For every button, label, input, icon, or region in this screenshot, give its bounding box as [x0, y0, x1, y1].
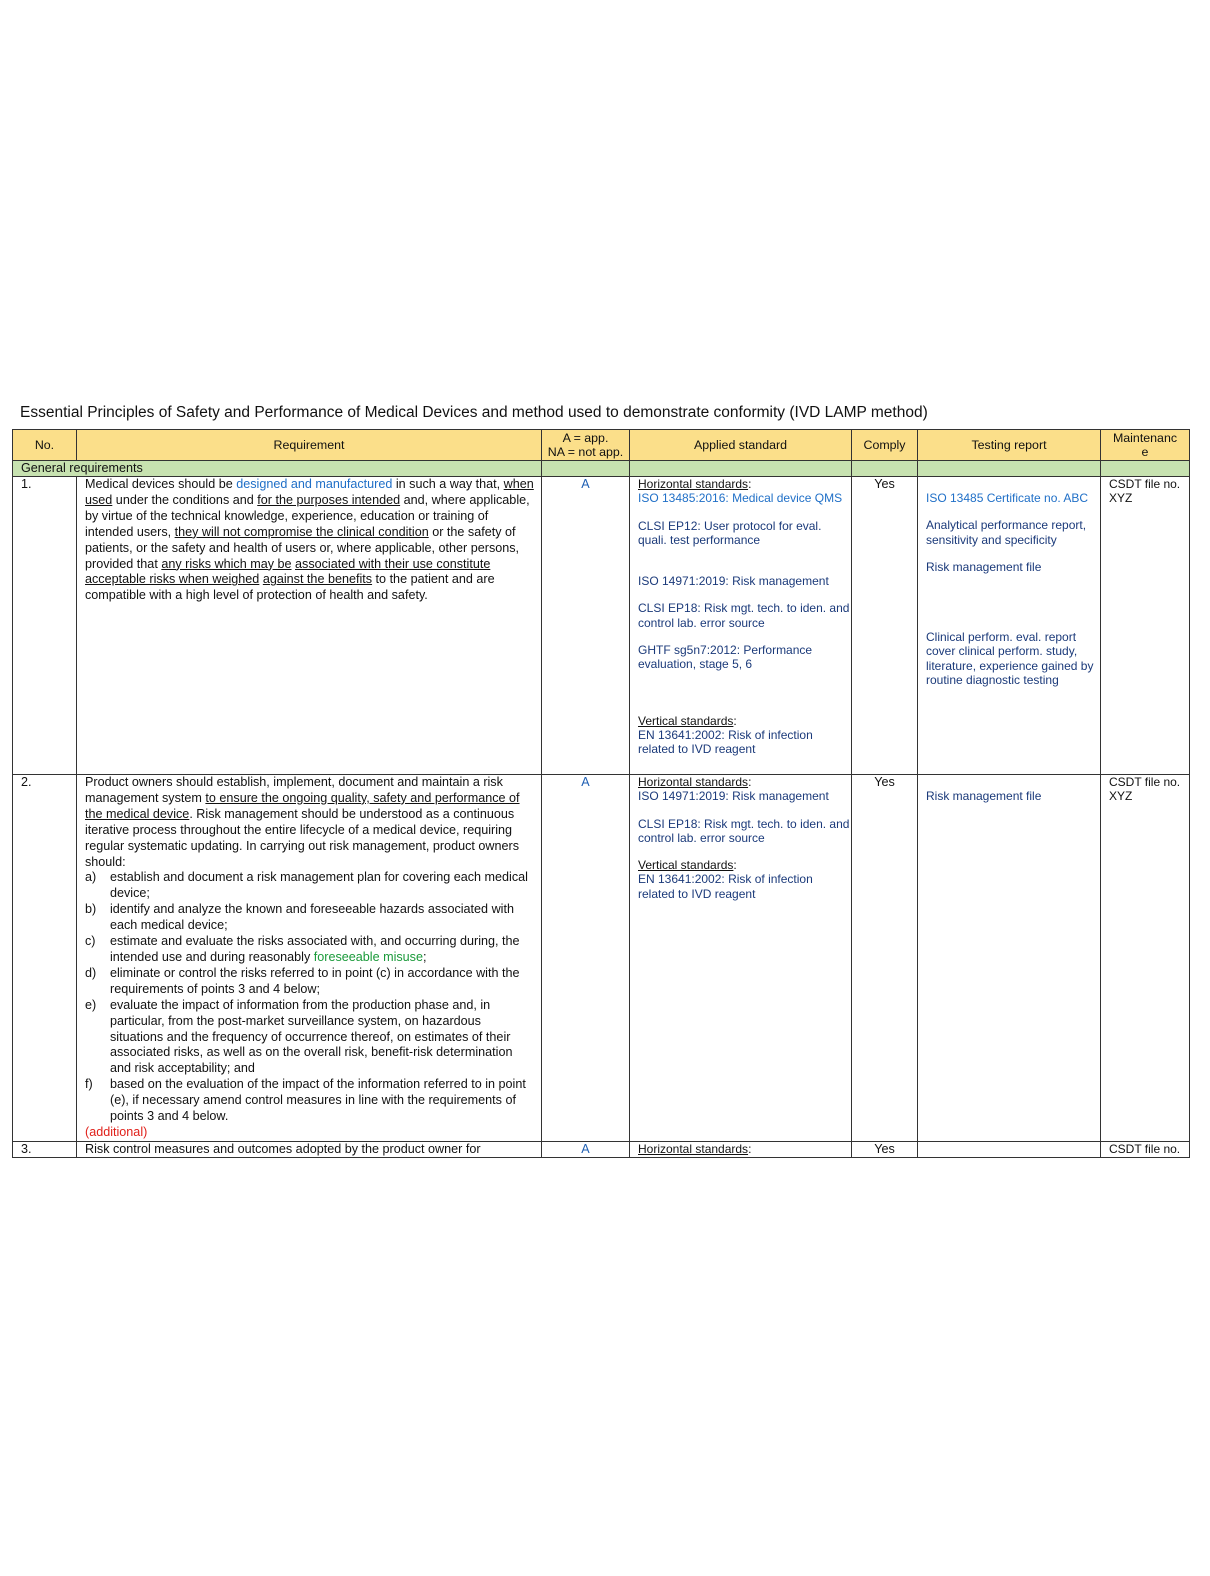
row-number: 2.: [13, 775, 77, 1142]
standard-item: CLSI EP18: Risk mgt. tech. to iden. and control lab. error source: [638, 816, 850, 845]
standard-item: ISO 13485:2016: Medical device QMS: [638, 491, 843, 506]
section-label: General requirements: [13, 461, 542, 477]
header-applicability-line2: NA = not app.: [547, 445, 624, 459]
list-item: [85, 1077, 535, 1125]
req-text: Risk control measures and outcomes adopted by the product owner for: [85, 1141, 481, 1156]
list-item-text: ;: [422, 949, 427, 964]
maintenance-line: XYZ: [1109, 491, 1133, 506]
vertical-standards-label: Vertical standards: [638, 858, 734, 873]
horizontal-standards-label: Horizontal standards: [638, 1141, 749, 1156]
req-text: in such a way that,: [392, 477, 504, 491]
table-row: [13, 477, 1190, 775]
table-row: [13, 775, 1190, 1142]
applicability-value: [542, 1141, 630, 1157]
header-comply: Comply: [852, 430, 918, 461]
row-number: 1.: [13, 477, 77, 775]
applicability-value: A: [542, 477, 630, 775]
list-item-label: c): [85, 934, 96, 949]
list-item-text: identify and analyze the known and foreseeable hazards associated with each medical device;: [110, 902, 514, 933]
list-item: [85, 934, 535, 966]
list-item-text: evaluate the impact of information from the production phase and, in particular, from the post-market surveillance system, on hazardous situations and the frequency of occurrence thereof, on estimates of their associated risks, as well as on the overall risk, benefit-risk determination and risk acceptability; and: [110, 997, 513, 1076]
standard-item: ISO 14971:2019: Risk management: [638, 789, 829, 804]
req-underlined: any risks which may be: [161, 556, 292, 571]
risk-management-list: [85, 870, 535, 1125]
list-item-label: f): [85, 1077, 93, 1092]
conformity-table-wrapper: [12, 429, 1189, 1158]
applied-standards: Horizontal standards: ISO 14971:2019: Risk management CLSI EP18: Risk mgt. tech. to iden. and control lab. error source Vertical standards: EN 13641:2002: Risk of infection related to IVD reagent: [630, 775, 852, 1142]
section-cell: [542, 461, 630, 477]
report-item: Clinical perform. eval. report cover clinical perform. study, literature, experience gained by routine diagnostic testing: [926, 630, 1094, 688]
header-maintenance-line1: Maintenanc: [1112, 431, 1178, 445]
requirement-text: [77, 477, 542, 775]
header-no: No.: [13, 430, 77, 461]
standard-item: CLSI EP18: Risk mgt. tech. to iden. and control lab. error source: [638, 601, 850, 630]
header-applied-standard: Applied standard: [630, 430, 852, 461]
req-underlined: to ensure the ongoing quality, safety and performance of the medical device: [85, 790, 520, 821]
req-underlined: against the benefits: [262, 572, 373, 587]
comply-text: Yes: [874, 1141, 895, 1156]
testing-reports: [918, 775, 1101, 1142]
list-item-label: d): [85, 965, 97, 980]
header-testing-report: Testing report: [918, 430, 1101, 461]
testing-reports: [918, 477, 1101, 775]
report-item: Risk management file: [926, 559, 1042, 574]
list-item-label: b): [85, 902, 97, 917]
list-item-label: e): [85, 997, 97, 1012]
section-cell: [1101, 461, 1190, 477]
standard-item: CLSI EP12: User protocol for eval. quali. test performance: [638, 518, 822, 547]
req-underlined: when used: [85, 477, 534, 507]
header-applicability: [542, 430, 630, 461]
req-text: and, where applicable, by virtue of the technical knowledge, experience, education or training of intended users,: [85, 492, 530, 539]
horizontal-standards-label: Horizontal standards: [638, 775, 749, 789]
header-maintenance: [1101, 430, 1190, 461]
maintenance-line: CSDT file no.: [1109, 1141, 1181, 1156]
testing-reports: [918, 1141, 1101, 1157]
list-item-label: a): [85, 870, 97, 885]
maintenance-line: CSDT file no.: [1109, 477, 1181, 491]
list-item-highlight: foreseeable misuse: [313, 949, 423, 964]
list-item-text: establish and document a risk management plan for covering each medical device;: [110, 870, 528, 901]
document-title: Essential Principles of Safety and Performance of Medical Devices and method used to demonstrate conformity (IVD LAMP method): [20, 404, 928, 421]
maintenance-value: [1101, 775, 1190, 1142]
comply-value: [852, 1141, 918, 1157]
section-cell: [852, 461, 918, 477]
list-item: [85, 870, 535, 902]
additional-note: (additional): [85, 1124, 148, 1139]
comply-value: Yes: [852, 775, 918, 1142]
list-item-text: estimate and evaluate the risks associated with, and occurring during, the intended use and during reasonably: [110, 934, 520, 964]
list-item-text: based on the evaluation of the impact of the information referred to in point (e), if necessary amend control measures in line with the requirements of points 3 and 4 below.: [110, 1077, 526, 1124]
req-text: . Risk management should be understood as a continuous iterative process throughout the entire lifecycle of a medical device, requiring regular systematic updating. In carrying out risk management, product owners should:: [85, 806, 519, 869]
requirement-text: [77, 775, 542, 1142]
section-row: [13, 461, 1190, 477]
req-underlined: they will not compromise the clinical condition: [174, 524, 429, 539]
req-text: to the patient and are compatible with a high level of protection of health and safety.: [85, 572, 495, 603]
header-requirement: Requirement: [77, 430, 542, 461]
report-item: Risk management file: [926, 789, 1042, 803]
section-cell: [630, 461, 852, 477]
applied-standards: Horizontal standards: ISO 13485:2016: Medical device QMS CLSI EP12: User protocol for eval. quali. test performance ISO 14971:2019: Risk management CLSI EP18: Risk mgt. tech. to iden. and control lab. error source GHTF sg5n7:2012: Performance evaluation, stage 5, 6 Vertical standards: EN 13641:2002: Risk of infection related to IVD reagent: [630, 477, 852, 775]
report-item: Analytical performance report, sensitivity and specificity: [926, 518, 1087, 547]
list-item: [85, 966, 535, 998]
header-applicability-line1: A = app.: [562, 431, 609, 445]
list-item: [85, 998, 535, 1078]
row-number-text: 3.: [21, 1141, 32, 1156]
applied-standards: Horizontal standards:: [630, 1141, 852, 1157]
req-text: under the conditions and: [112, 492, 258, 507]
req-text: or the safety of patients, or the safety and health of users or, where applicable, other persons, provided that: [85, 524, 520, 571]
standard-item: EN 13641:2002: Risk of infection related to IVD reagent: [638, 727, 813, 757]
list-item-text: eliminate or control the risks referred to in point (c) in accordance with the requirements of points 3 and 4 below;: [110, 965, 520, 996]
standard-item: EN 13641:2002: Risk of infection related to IVD reagent: [638, 872, 813, 901]
applicability-text: A: [581, 1141, 590, 1156]
report-item: ISO 13485 Certificate no. ABC: [926, 491, 1089, 505]
horizontal-standards-label: Horizontal standards: [638, 477, 749, 491]
section-cell: [918, 461, 1101, 477]
applicability-value: A: [542, 775, 630, 1142]
maintenance-line: XYZ: [1109, 789, 1133, 804]
maintenance-line: CSDT file no.: [1109, 775, 1181, 789]
conformity-table: [12, 429, 1190, 1158]
req-highlight: designed and manufactured: [236, 477, 393, 491]
table-header-row: [13, 430, 1190, 461]
row-number: [13, 1141, 77, 1157]
list-item: [85, 902, 535, 934]
req-text: Medical devices should be: [85, 477, 237, 491]
req-underlined: associated with their use constitute acceptable risks when weighed: [85, 556, 491, 587]
maintenance-value: [1101, 477, 1190, 775]
req-text: Product owners should establish, implement, document and maintain a risk management system: [85, 775, 503, 805]
table-row: [13, 1141, 1190, 1157]
requirement-text: [77, 1141, 542, 1157]
standard-item: ISO 14971:2019: Risk management: [638, 574, 829, 589]
vertical-standards-label: Vertical standards: [638, 713, 734, 728]
comply-value: Yes: [852, 477, 918, 775]
maintenance-value: [1101, 1141, 1190, 1157]
standard-item: GHTF sg5n7:2012: Performance evaluation, stage 5, 6: [638, 643, 813, 672]
req-underlined: for the purposes intended: [257, 492, 401, 507]
header-maintenance-line2: e: [1141, 445, 1149, 459]
